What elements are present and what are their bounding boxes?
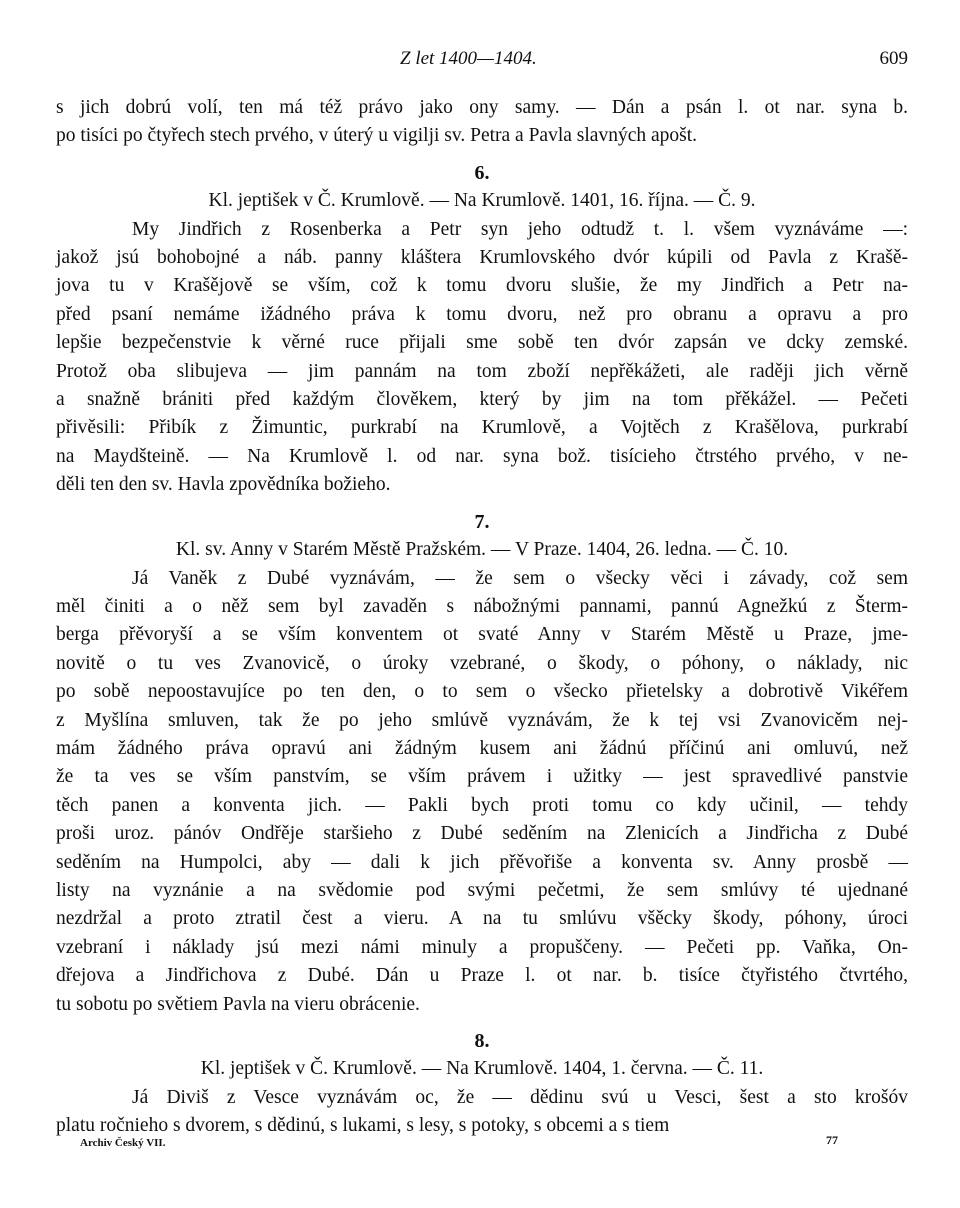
text-line: z Myšlína smluven, tak že po jeho smlúvě vyznávám, že k tej vsi Zvanovicěm nej- bbox=[56, 709, 908, 731]
text-line: mám žádného práva opravú ani žádným kusem ani žádnú příčinú ani omluvú, než bbox=[56, 737, 908, 759]
text-line: Já Vaněk z Dubé vyznávám, — že sem o všecky věci i závady, což sem bbox=[132, 567, 908, 589]
text-line: měl činiti a o něž sem byl zavaděn s nábožnými pannami, pannú Agnežkú z Šterm- bbox=[56, 595, 908, 617]
page-number: 609 bbox=[879, 48, 908, 69]
text-line: lepšie bezpečenstvie k věrné ruce přijali sme sobě ten dvór zapsán ve dcky zemské. bbox=[56, 332, 908, 354]
section-gap bbox=[56, 1019, 908, 1027]
document-number: 8. bbox=[474, 1030, 490, 1052]
text-line: Protož oba slibujeva — jim pannám na tom zboží nepřěkážeti, ale raději jich věrně bbox=[56, 360, 908, 382]
text-line: seděním na Humpolci, aby — dali k jich přěvořiše a konventa sv. Anny prosbě — bbox=[56, 851, 908, 873]
text-line: platu ročnieho s dvorem, s dědinú, s lukami, s lesy, s potoky, s obcemi a s tiem bbox=[56, 1115, 670, 1137]
document-number: 6. bbox=[474, 161, 490, 184]
text-line: a snažně brániti před každým člověkem, který by jim na tom přěkážel. — Pečeti bbox=[56, 389, 908, 411]
footer-sheet-number: 77 bbox=[826, 1133, 838, 1147]
paragraph bbox=[56, 216, 908, 500]
text-line: po tisíci po čtyřech stech prvého, v úterý u vigilji sv. Petra a Pavla slavných apošt. bbox=[56, 125, 698, 147]
text-line: vzebraní i náklady jsú mezi námi minuly a propuščeny. — Pečeti pp. Vaňka, On- bbox=[56, 936, 908, 958]
document-heading: Kl. sv. Anny v Starém Městě Pražském. — V Praze. 1404, 26. ledna. — Č. 10. bbox=[175, 539, 789, 561]
paragraph bbox=[56, 1084, 908, 1141]
text-line: proši uroz. pánóv Ondřěje staršieho z Dubé seděním na Zlenicích a Jindřicha z Dubé bbox=[56, 823, 908, 845]
text-line: jakož jsú bohobojné a náb. panny kláštera Krumlovského dvór kúpili od Pavla z Krašě- bbox=[56, 247, 908, 269]
page-header bbox=[0, 48, 960, 74]
footer-signature: Archiv Český VII. bbox=[80, 1137, 166, 1149]
text-line: přivěsili: Přibík z Žimuntic, purkrabí na Krumlově, a Vojtěch z Krašělova, purkrabí bbox=[56, 417, 908, 439]
section-gap bbox=[56, 500, 908, 508]
text-line: My Jindřich z Rosenberka a Petr syn jeho odtudž t. l. všem vyznáváme —: bbox=[132, 218, 908, 240]
text-line: Já Diviš z Vesce vyznávám oc, že — dědinu svú u Vesci, šest a sto krošóv bbox=[132, 1086, 908, 1108]
text-line: že ta ves se vším panstvím, se vším právem i užitky — jest spravedlivé panstvie bbox=[56, 766, 908, 788]
text-line: po sobě nepoostavujíce po ten den, o to sem o všecko přietelsky a dobrotivě Vikéřem bbox=[56, 681, 908, 703]
text-line: nezdržal a proto ztratil čest a vieru. A na tu smlúvu všěcky škody, póhony, úroci bbox=[56, 908, 908, 930]
document-heading: Kl. jeptišek v Č. Krumlově. — Na Krumlově. 1404, 1. června. — Č. 11. bbox=[200, 1058, 764, 1080]
text-line: dřejova a Jindřichova z Dubé. Dán u Praze l. ot nar. b. tisíce čtyřistého čtvrtého, bbox=[56, 965, 908, 987]
paragraph bbox=[56, 565, 908, 1020]
section-gap bbox=[56, 151, 908, 159]
text-line: děli ten den sv. Havla zpovědníka božieho. bbox=[56, 474, 391, 496]
document-number: 7. bbox=[474, 510, 490, 533]
text-line: na Maydšteině. — Na Krumlově l. od nar. syna bož. tisícieho čtrstého prvého, v ne- bbox=[56, 445, 908, 467]
body-text bbox=[56, 94, 908, 1141]
text-line: tu sobotu po světiem Pavla na vieru obrácenie. bbox=[56, 993, 420, 1015]
text-line: s jich dobrú volí, ten má též právo jako ony samy. — Dán a psán l. ot nar. syna b. bbox=[56, 97, 908, 118]
document-heading: Kl. jeptišek v Č. Krumlově. — Na Krumlově. 1401, 16. října. — Č. 9. bbox=[208, 190, 756, 212]
running-title: Z let 1400—1404. bbox=[400, 48, 537, 69]
text-line: jova tu v Krašějově se vším, což k tomu dvoru slušie, že my Jindřich a Petr na- bbox=[56, 275, 908, 297]
text-line: před psaní nemáme ižádného práva k tomu dvoru, než pro obranu a opravu a pro bbox=[56, 303, 908, 325]
text-line: berga přěvoryší a se vším konventem ot svaté Anny v Starém Městě u Praze, jme- bbox=[56, 624, 908, 646]
text-line: novitě o tu ves Zvanovicě, o úroky vzebrané, o škody, o póhony, o náklady, nic bbox=[56, 652, 908, 674]
text-line: těch panen a konventa jich. — Pakli bych proti tomu co kdy učinil, — tehdy bbox=[56, 794, 908, 816]
paragraph bbox=[56, 94, 908, 151]
text-line: listy na vyznánie a na svědomie pod svými pečetmi, že sem smlúvy té ujednané bbox=[56, 879, 908, 901]
